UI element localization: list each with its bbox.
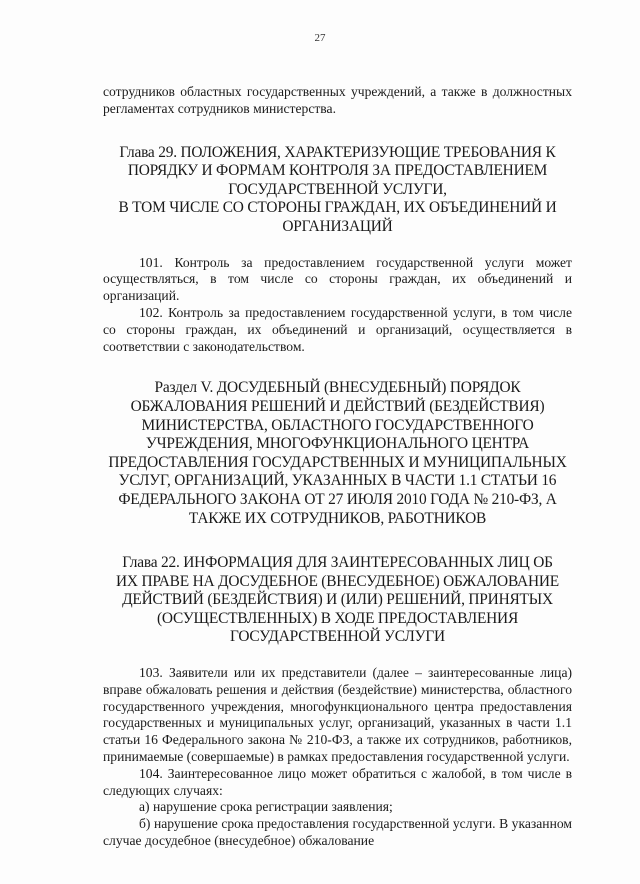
heading-line: ПОРЯДКУ И ФОРМАМ КОНТРОЛЯ ЗА ПРЕДОСТАВЛЕНИЕМ: [127, 162, 548, 180]
heading-line: МИНИСТЕРСТВА, ОБЛАСТНОГО ГОСУДАРСТВЕННОГО: [141, 416, 534, 434]
heading-line: (ОСУЩЕСТВЛЕННЫХ) В ХОДЕ ПРЕДОСТАВЛЕНИЯ: [156, 609, 519, 627]
heading-line: УСЛУГ, ОРГАНИЗАЦИЙ, УКАЗАННЫХ В ЧАСТИ 1.1 СТАТЬИ 16: [118, 472, 557, 490]
heading-line: ОБЖАЛОВАНИЯ РЕШЕНИЙ И ДЕЙСТВИЙ (БЕЗДЕЙСТВИЯ): [130, 397, 545, 415]
page-content: [103, 84, 572, 850]
heading-line: ФЕДЕРАЛЬНОГО ЗАКОНА ОТ 27 ИЮЛЯ 2010 ГОДА № 210-ФЗ, А: [118, 490, 557, 508]
heading-line: Глава 22. ИНФОРМАЦИЯ ДЛЯ ЗАИНТЕРЕСОВАННЫХ ЛИЦ ОБ: [122, 554, 553, 572]
heading-line: ПРЕДОСТАВЛЕНИЯ ГОСУДАРСТВЕННЫХ И МУНИЦИПАЛЬНЫХ: [108, 453, 567, 471]
heading-line: ОРГАНИЗАЦИЙ: [282, 217, 393, 235]
chapter-22-heading: [103, 554, 572, 647]
list-item-a: а) нарушение срока регистрации заявления;: [139, 799, 393, 815]
heading-line: В ТОМ ЧИСЛЕ СО СТОРОНЫ ГРАЖДАН, ИХ ОБЪЕДИНЕНИЙ И: [118, 199, 557, 217]
chapter-29-heading: [103, 144, 572, 237]
page-number: 27: [314, 32, 326, 44]
heading-line: ДЕЙСТВИЙ (БЕЗДЕЙСТВИЯ) И (ИЛИ) РЕШЕНИЙ, ПРИНЯТЫХ: [122, 591, 553, 609]
paragraph-102: 102. Контроль за предоставлением государственной услуги, в том числе со стороны граждан, их объединений и организаций, осуществляется в соответствии с законодательством.: [103, 304, 572, 354]
heading-line: ИХ ПРАВЕ НА ДОСУДЕБНОЕ (ВНЕСУДЕБНОЕ) ОБЖАЛОВАНИЕ: [115, 572, 560, 590]
heading-line: УЧРЕЖДЕНИЯ, МНОГОФУНКЦИОНАЛЬНОГО ЦЕНТРА: [145, 435, 530, 453]
section-5-heading: [103, 379, 572, 528]
heading-line: Глава 29. ПОЛОЖЕНИЯ, ХАРАКТЕРИЗУЮЩИЕ ТРЕБОВАНИЯ К: [119, 143, 556, 161]
heading-line: ГОСУДАРСТВЕННОЙ УСЛУГИ: [230, 628, 445, 646]
heading-line: ТАКЖЕ ИХ СОТРУДНИКОВ, РАБОТНИКОВ: [188, 509, 487, 527]
paragraph-101: 101. Контроль за предоставлением государственной услуги может осуществляться, в том числе со стороны граждан, их объединений и организаций.: [103, 254, 572, 304]
list-item-b: б) нарушение срока предоставления государственной услуги. В указанном случае досудебное (внесудебное) обжалование: [103, 816, 572, 849]
heading-line: Раздел V. ДОСУДЕБНЫЙ (ВНЕСУДЕБНЫЙ) ПОРЯДОК: [154, 379, 521, 397]
paragraph-104: 104. Заинтересованное лицо может обратиться с жалобой, в том числе в следующих случаях:: [103, 765, 572, 798]
intro-paragraph: сотрудников областных государственных учреждений, а также в должностных регламентах сотрудников министерства.: [103, 84, 572, 116]
heading-line: ГОСУДАРСТВЕННОЙ УСЛУГИ,: [228, 180, 447, 198]
paragraph-103: 103. Заявители или их представители (далее – заинтересованные лица) вправе обжаловать решения и действия (бездействие) министерства, областного государственного учреждения, многофункционального центра предоставления государственных и муниципальных услуг, организаций, указанных в части 1.1 статьи 16 Федерального закона № 210-ФЗ, а также их сотрудников, работников, принимаемые (совершаемые) в рамках предоставления государственной услуги.: [103, 665, 572, 765]
